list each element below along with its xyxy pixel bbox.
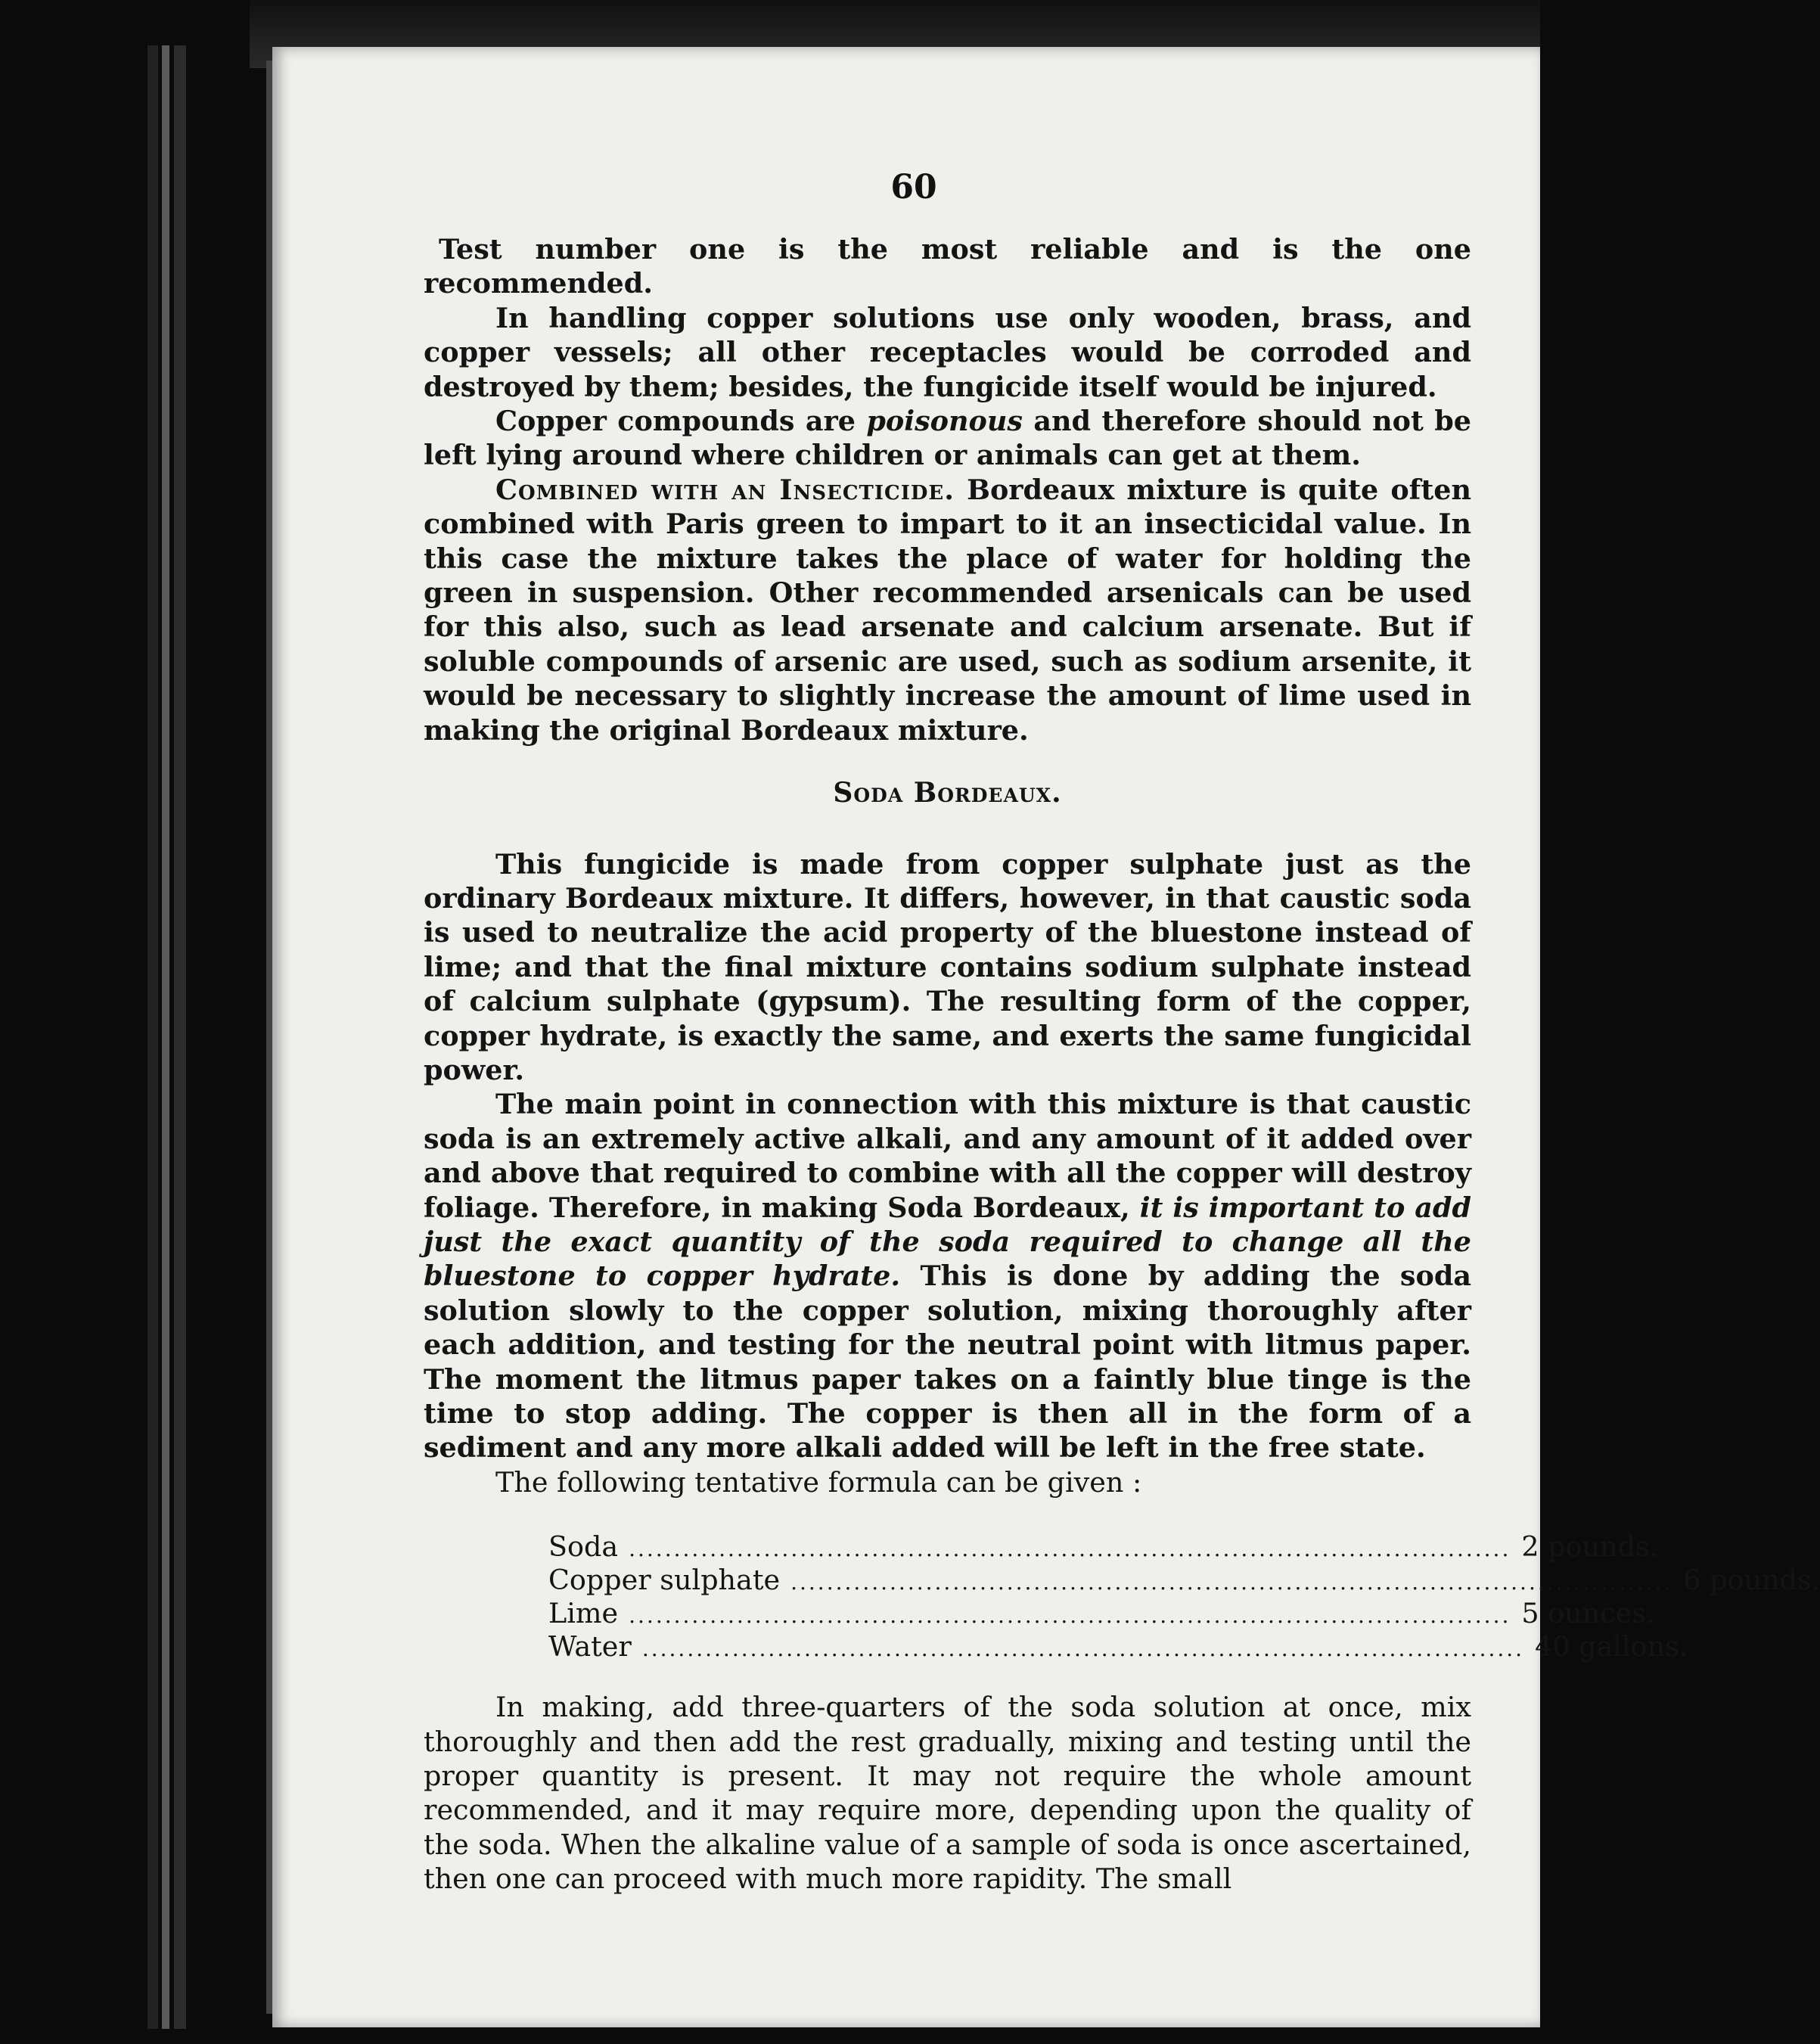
paragraph: This fungicide is made from copper sulphate just as the ordinary Bordeaux mixture. It differs, however, in that caustic soda is used to neutralize the acid property of the bluestone instead of lime; and that the final mixture contains sodium sulphate instead of calcium sulphate (gypsum). The resulting form of the copper, copper hydrate, is exactly the same, and exerts the same fungicidal power. — [424, 847, 1471, 1086]
page-number: 60 — [890, 168, 937, 207]
leader-dots: .................................................................................................. — [629, 1536, 1511, 1562]
book-edge — [174, 45, 186, 2029]
amount: 40 gallons. — [1535, 1630, 1688, 1663]
emphasis: poisonous — [866, 405, 1023, 438]
ingredient: Lime — [548, 1597, 619, 1630]
leader-dots: .................................................................................................. — [629, 1603, 1511, 1629]
emphasis: it is important to add just the exact quantity of the soda required to change all the bluestone to copper hydrate. — [424, 1191, 1471, 1293]
book-edge — [162, 45, 169, 2029]
formula-row — [548, 1563, 1820, 1597]
book-edge — [148, 45, 158, 2029]
formula-row — [548, 1596, 1655, 1630]
leader-dots: .................................................................................................. — [790, 1570, 1673, 1595]
leader-dots: .................................................................................................. — [641, 1636, 1525, 1662]
amount: 6 pounds. — [1683, 1564, 1820, 1597]
paragraph: The main point in connection with this mixture is that caustic soda is an extremely active alkali, and any amount of it added over and above that required to combine with all the copper will destroy foliage. Therefore, in making Soda Bordeaux, it is important to add just the exact quantity of the soda required to change all the bluestone to copper hydrate. This is done by adding the soda solution slowly to the copper solution, mixing thoroughly after each addition, and testing for the neutral point with litmus paper. The moment the litmus paper takes on a faintly blue tinge is the time to stop adding. The copper is then all in the form of a sediment and any more alkali added will be left in the free state. — [424, 1088, 1472, 1465]
ingredient: Copper sulphate — [548, 1564, 781, 1597]
paragraph: Test number one is the most reliable and is the one recommended. — [424, 233, 1471, 300]
ingredient: Soda — [548, 1530, 619, 1564]
paragraph: The following tentative formula can be given : — [495, 1465, 1142, 1499]
paragraph: In making, add three-quarters of the soda solution at once, mix thoroughly and then add the rest gradually, mixing and testing until the proper quantity is present. It may not require the whole amount recommended, and it may require more, depending upon the quality of the soda. When the alkaline value of a sample of soda is once ascertained, then one can proceed with much more rapidity. The small — [424, 1691, 1471, 1896]
formula-row — [548, 1629, 1688, 1663]
paragraph: In handling copper solutions use only wooden, brass, and copper vessels; all other receptacles would be corroded and destroyed by them; besides, the fungicide itself would be injured. — [424, 301, 1471, 403]
book-page — [272, 47, 1820, 2027]
formula-table — [548, 1530, 1820, 1663]
page-body — [424, 232, 1820, 1896]
paragraph: Combined with an Insecticide. Bordeaux mixture is quite often combined with Paris green to impart to it an insecticidal value. In this case the mixture takes the place of water for holding the green in suspension. Other recommended arsenicals can be used for this also, such as lead arsenate and calcium arsenate. But if soluble compounds of arsenic are used, such as sodium arsenite, it would be necessary to slightly increase the amount of lime used in making the original Bordeaux mixture. — [424, 473, 1471, 747]
amount: 2 pounds. — [1521, 1530, 1659, 1564]
formula-row — [548, 1530, 1659, 1564]
paragraph: Copper compounds are poisonous and therefore should not be left lying around where children or animals can get at them. — [424, 405, 1471, 472]
section-heading: Soda Bordeaux. — [833, 777, 1062, 809]
run-in-heading: Combined with an Insecticide. — [495, 473, 955, 506]
amount: 5 ounces. — [1521, 1597, 1655, 1630]
ingredient: Water — [548, 1630, 632, 1663]
